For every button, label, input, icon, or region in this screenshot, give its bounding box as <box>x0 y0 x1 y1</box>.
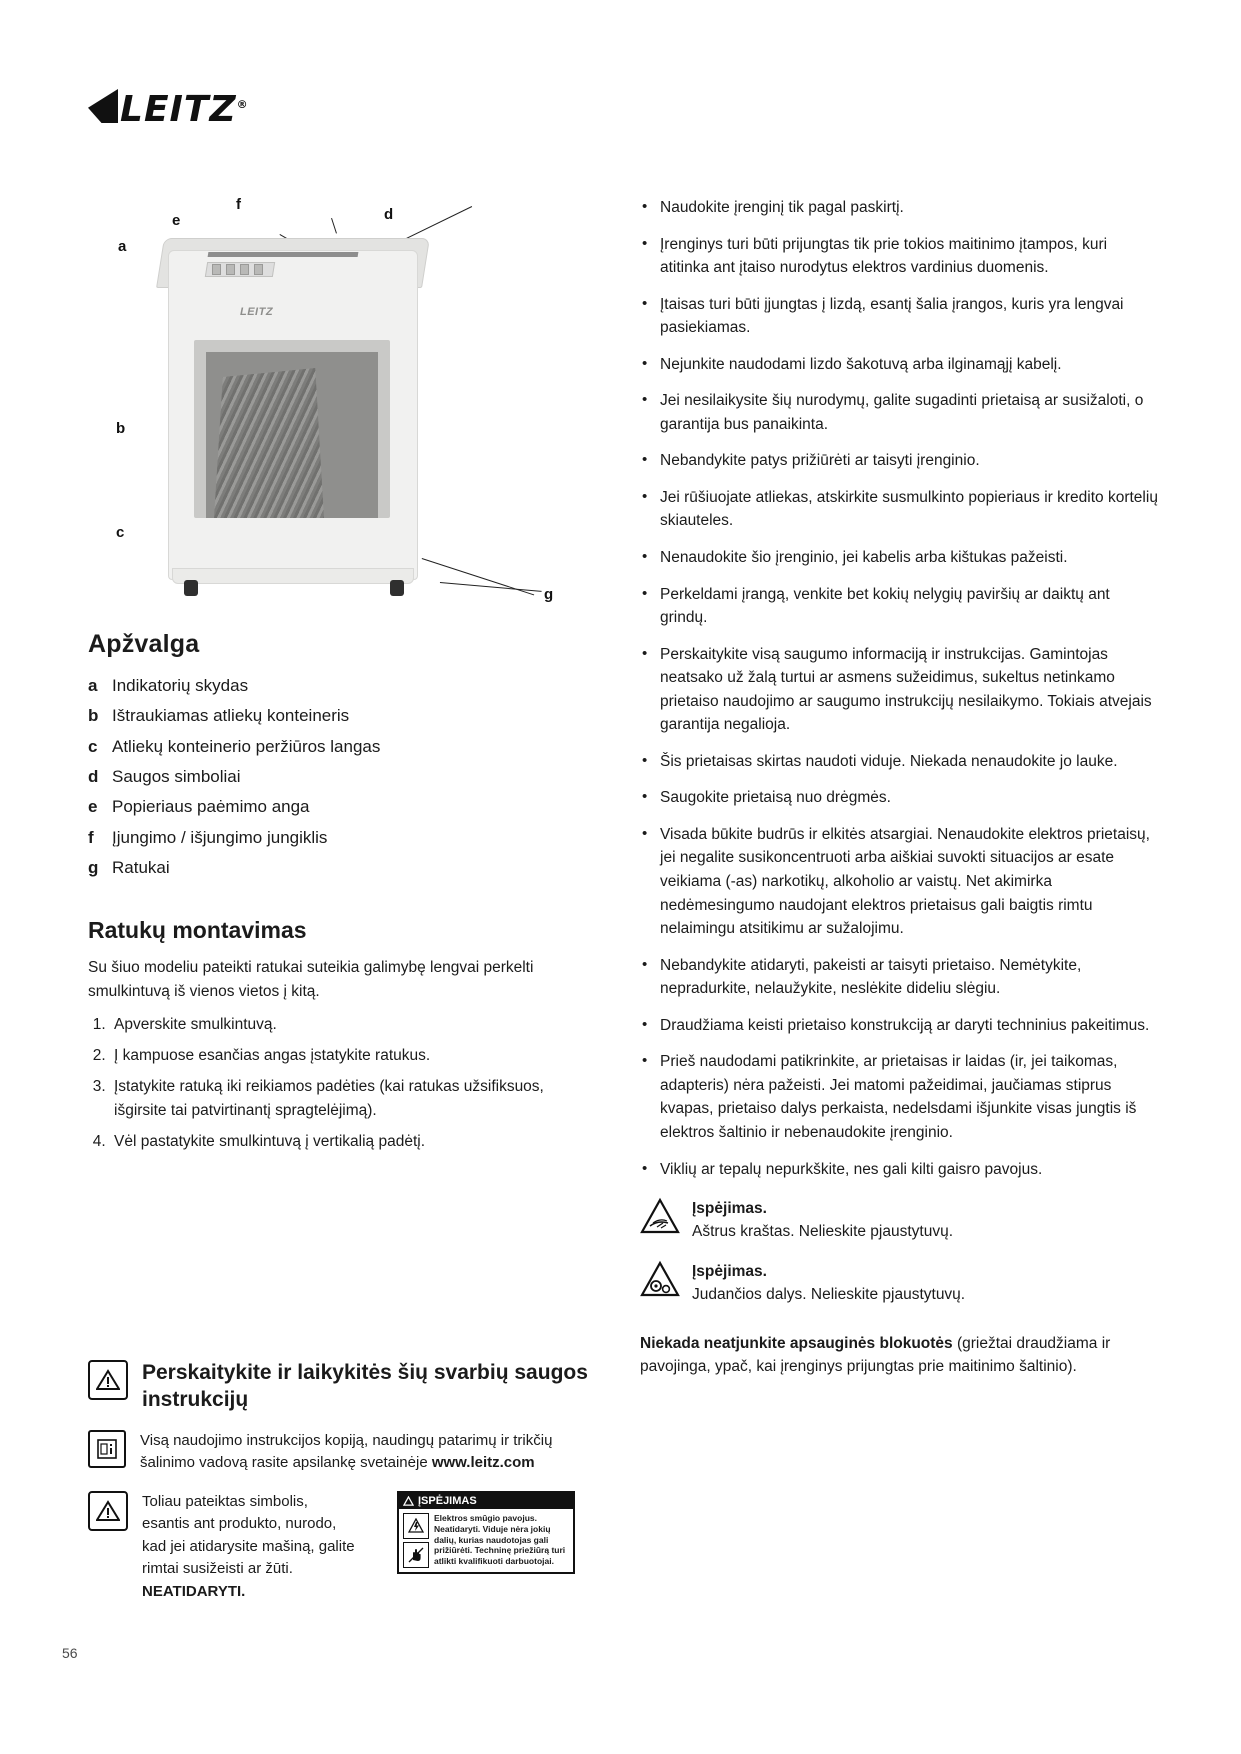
list-item: 4. Vėl pastatykite smulkintuvą į vertikalią padėtį. <box>110 1130 588 1155</box>
list-item <box>88 703 588 729</box>
callout-a: a <box>118 238 127 255</box>
legend-label: Atliekų konteinerio peržiūros langas <box>112 736 381 756</box>
list-item: • Įtaisas turi būti įjungtas į lizdą, esantį šalia įrangos, kuris yra lengvai pasiekiamas. <box>640 293 1160 340</box>
manual-book-icon <box>88 1430 126 1468</box>
sharp-edge-text <box>692 1197 953 1244</box>
symbol-row <box>88 1491 588 1604</box>
list-item: • Nebandykite patys prižiūrėti ar taisyti įrenginio. <box>640 449 1160 473</box>
final-note <box>640 1332 1160 1379</box>
casters-title: Ratukų montavimas <box>88 917 307 944</box>
leitz-wedge-icon <box>88 89 118 123</box>
list-item <box>88 794 588 820</box>
sharp-edge-title: Įspėjimas. <box>692 1200 767 1218</box>
legend-label: Indikatorių skydas <box>112 676 249 695</box>
manual-text <box>140 1430 588 1475</box>
list-item: • Šis prietaisas skirtas naudoti viduje. Niekada nenaudokite jo lauke. <box>640 750 1160 774</box>
list-item: • Saugokite prietaisą nuo drėgmės. <box>640 786 1160 810</box>
indicator-dot <box>240 264 249 275</box>
warning-line: prižiūrėti. Techninę priežiūrą turi <box>434 1545 566 1556</box>
legend-label: Ištraukiamas atliekų konteineris <box>112 706 350 726</box>
legend-label: Ratukai <box>112 858 170 878</box>
warning-sharp-edge <box>640 1197 1160 1244</box>
list-item <box>88 673 588 699</box>
safety-heading-row <box>88 1360 588 1414</box>
manual-row <box>88 1430 588 1475</box>
warning-label-lines <box>434 1513 565 1568</box>
list-item: • Jei rūšiuojate atliekas, atskirkite susmulkinto popieriaus ir kredito kortelių skiauteles. <box>640 486 1160 533</box>
overview-list <box>88 673 588 881</box>
list-item <box>88 855 588 881</box>
list-item: • Viklių ar tepalų nepurkškite, nes gali kilti gaisro pavojus. <box>640 1158 1160 1182</box>
final-note-rest: (griežtai draudžiama ir pavojinga, ypač, kai įrenginys prijungtas prie maitinimo šaltinio). <box>640 1335 1111 1376</box>
callout-g: g <box>544 586 554 603</box>
caster-wheel <box>390 580 404 596</box>
left-column <box>88 190 588 1161</box>
moving-parts-text <box>692 1260 965 1307</box>
electric-shock-icon <box>403 1513 429 1539</box>
list-item: 2. Į kampuose esančias angas įstatykite ratukus. <box>110 1044 588 1069</box>
moving-parts-title: Įspėjimas. <box>692 1262 767 1280</box>
brand-name-text: LEITZ <box>120 89 237 130</box>
warning-triangle-icon <box>88 1491 128 1531</box>
moving-parts-body: Judančios dalys. Nelieskite pjaustytuvų. <box>692 1285 966 1303</box>
callout-d: d <box>384 206 394 223</box>
shredder-base <box>172 568 414 584</box>
warning-label-heading-row <box>399 1493 573 1509</box>
list-item <box>88 764 588 790</box>
list-item: • Jei nesilaikysite šių nurodymų, galite sugadinti prietaisą ar susižaloti, o garantija bus panaikinta. <box>640 389 1160 436</box>
leader-line-f <box>331 218 337 234</box>
brand-name <box>120 88 249 130</box>
overview-title: Apžvalga <box>88 630 200 658</box>
list-item: • Įrenginys turi būti prijungtas tik prie tokios maitinimo įtampos, kuri atitinka ant įtaiso nurodytus elektros vardinius duomenis. <box>640 233 1160 280</box>
page-number: 56 <box>62 1645 78 1661</box>
warning-line: Elektros smūgio pavojus. <box>434 1512 537 1523</box>
shredded-paper <box>214 368 324 518</box>
final-note-bold: Niekada neatjunkite apsauginės blokuotės <box>640 1335 953 1353</box>
sharp-edge-body: Aštrus kraštas. Nelieskite pjaustytuvų. <box>692 1223 954 1241</box>
casters-steps <box>88 1013 588 1155</box>
manual-website[interactable]: www.leitz.com <box>431 1454 535 1472</box>
legend-key: d <box>88 767 99 787</box>
callout-e: e <box>172 212 181 229</box>
no-hand-icon <box>403 1542 429 1568</box>
warning-line: Neatidaryti. Viduje nėra jokių <box>434 1523 551 1534</box>
warning-line: dalių, kurias naudotojas gali <box>434 1534 549 1545</box>
right-column <box>640 196 1160 1379</box>
list-item: • Perkeldami įrangą, venkite bet kokių nelygių paviršių ar daiktų ant grindų. <box>640 583 1160 630</box>
brand-logo <box>88 88 249 130</box>
symbol-text <box>142 1491 357 1604</box>
callout-f: f <box>236 196 241 213</box>
warning-label-heading: ĮSPĖJIMAS <box>418 1494 477 1507</box>
triangle-glyph-icon <box>403 1496 414 1506</box>
warning-moving-parts <box>640 1260 1160 1307</box>
warning-line: atlikti kvalifikuoti darbuotojai. <box>434 1556 554 1567</box>
list-item: • Nenaudokite šio įrenginio, jei kabelis arba kištukas pažeisti. <box>640 546 1160 570</box>
legend-label: Įjungimo / išjungimo jungiklis <box>112 827 328 847</box>
list-item: • Perskaitykite visą saugumo informaciją ir instrukcijas. Gamintojas neatsako už žalą turtui ar asmens sužeidimus, sukeltus netinkamo prietaiso naudojimo ar saugumo instrukcijų nesilaikymo. Tokiais atvejais garantija negalioja. <box>640 643 1160 737</box>
indicator-dot <box>254 264 263 275</box>
list-item <box>88 734 588 760</box>
registered-mark: ® <box>236 98 249 111</box>
warning-label-icons <box>403 1513 429 1568</box>
warning-triangle-icon <box>88 1360 128 1400</box>
symbol-text-line: Toliau pateiktas simbolis, esantis ant produkto, nurodo, kad jei atidarysite mašiną, galite rimtai susižeisti ar žūti. <box>142 1492 355 1578</box>
instructions-list <box>640 196 1160 1181</box>
safety-title: Perskaitykite ir laikykitės šių svarbių saugos instrukcijų <box>142 1361 588 1411</box>
list-item: • Draudžiama keisti prietaiso konstrukciją ar daryti techninius pakeitimus. <box>640 1014 1160 1038</box>
list-item: • Naudokite įrenginį tik pagal paskirtį. <box>640 196 1160 220</box>
callout-c: c <box>116 524 125 541</box>
list-item: • Prieš naudodami patikrinkite, ar prietaisas ir laidas (ir, jei taikomas, adapteris) nėra pažeisti. Jei matomi pažeidimai, jaučiamas stiprus kvapas, prietaiso dalys perkaista, nedelsdami išjunkite visas jungtis iš elektros šaltinio ir nebenaudokite įrenginio. <box>640 1050 1160 1144</box>
indicator-dot <box>226 264 235 275</box>
leader-line-g2 <box>440 582 542 592</box>
caster-wheel <box>184 580 198 596</box>
casters-intro: Su šiuo modeliu pateikti ratukai suteikia galimybę lengvai perkelti smulkintuvą iš vienos vietos į kitą. <box>88 959 534 1000</box>
paper-feed-slot <box>208 252 359 257</box>
symbol-text-bold: NEATIDARYTI. <box>142 1582 246 1600</box>
manual-text-line: Visą naudojimo instrukcijos kopiją, naudingų patarimų ir trikčių šalinimo vadovą rasite apsilankę svetainėje <box>140 1431 553 1472</box>
legend-key: g <box>88 858 99 878</box>
callout-b: b <box>116 420 126 437</box>
sharp-edge-icon <box>640 1197 680 1235</box>
legend-label: Saugos simboliai <box>112 767 241 787</box>
legend-key: b <box>88 706 99 726</box>
list-item <box>88 825 588 851</box>
warning-label-sticker <box>397 1491 575 1574</box>
legend-key: e <box>88 797 98 817</box>
device-brand-label: LEITZ <box>240 306 274 318</box>
moving-parts-icon <box>640 1260 680 1298</box>
list-item: • Nejunkite naudodami lizdo šakotuvą arba ilginamąjį kabelį. <box>640 353 1160 377</box>
legend-key: f <box>88 827 94 847</box>
list-item: 1. Apverskite smulkintuvą. <box>110 1013 588 1038</box>
warning-label-body <box>399 1509 573 1572</box>
list-item: 3. Įstatykite ratuką iki reikiamos padėties (kai ratukas užsifiksuos, išgirsite tai patvirtinantį spragtelėjimą). <box>110 1075 588 1125</box>
safety-instructions-block <box>88 1360 588 1603</box>
list-item: • Visada būkite budrūs ir elkitės atsargiai. Nenaudokite elektros prietaisų, jei negalite susikoncentruoti arba aiškiai suvokti situacijos ar esate veikiama (-as) narkotikų, alkoholio ar vaistų. Net akimirka nedėmesingumo naudojant elektros prietaisus gali baigtis rimtu nelaimingu atsitikimu ar sužalojimu. <box>640 823 1160 941</box>
legend-key: c <box>88 736 98 756</box>
indicator-dot <box>212 264 221 275</box>
product-illustration <box>88 190 588 620</box>
legend-key: a <box>88 676 98 695</box>
list-item: • Nebandykite atidaryti, pakeisti ar taisyti prietaiso. Nemėtykite, nepradurkite, nelaužykite, neslėkite dideliu slėgiu. <box>640 954 1160 1001</box>
legend-label: Popieriaus paėmimo anga <box>112 797 310 817</box>
